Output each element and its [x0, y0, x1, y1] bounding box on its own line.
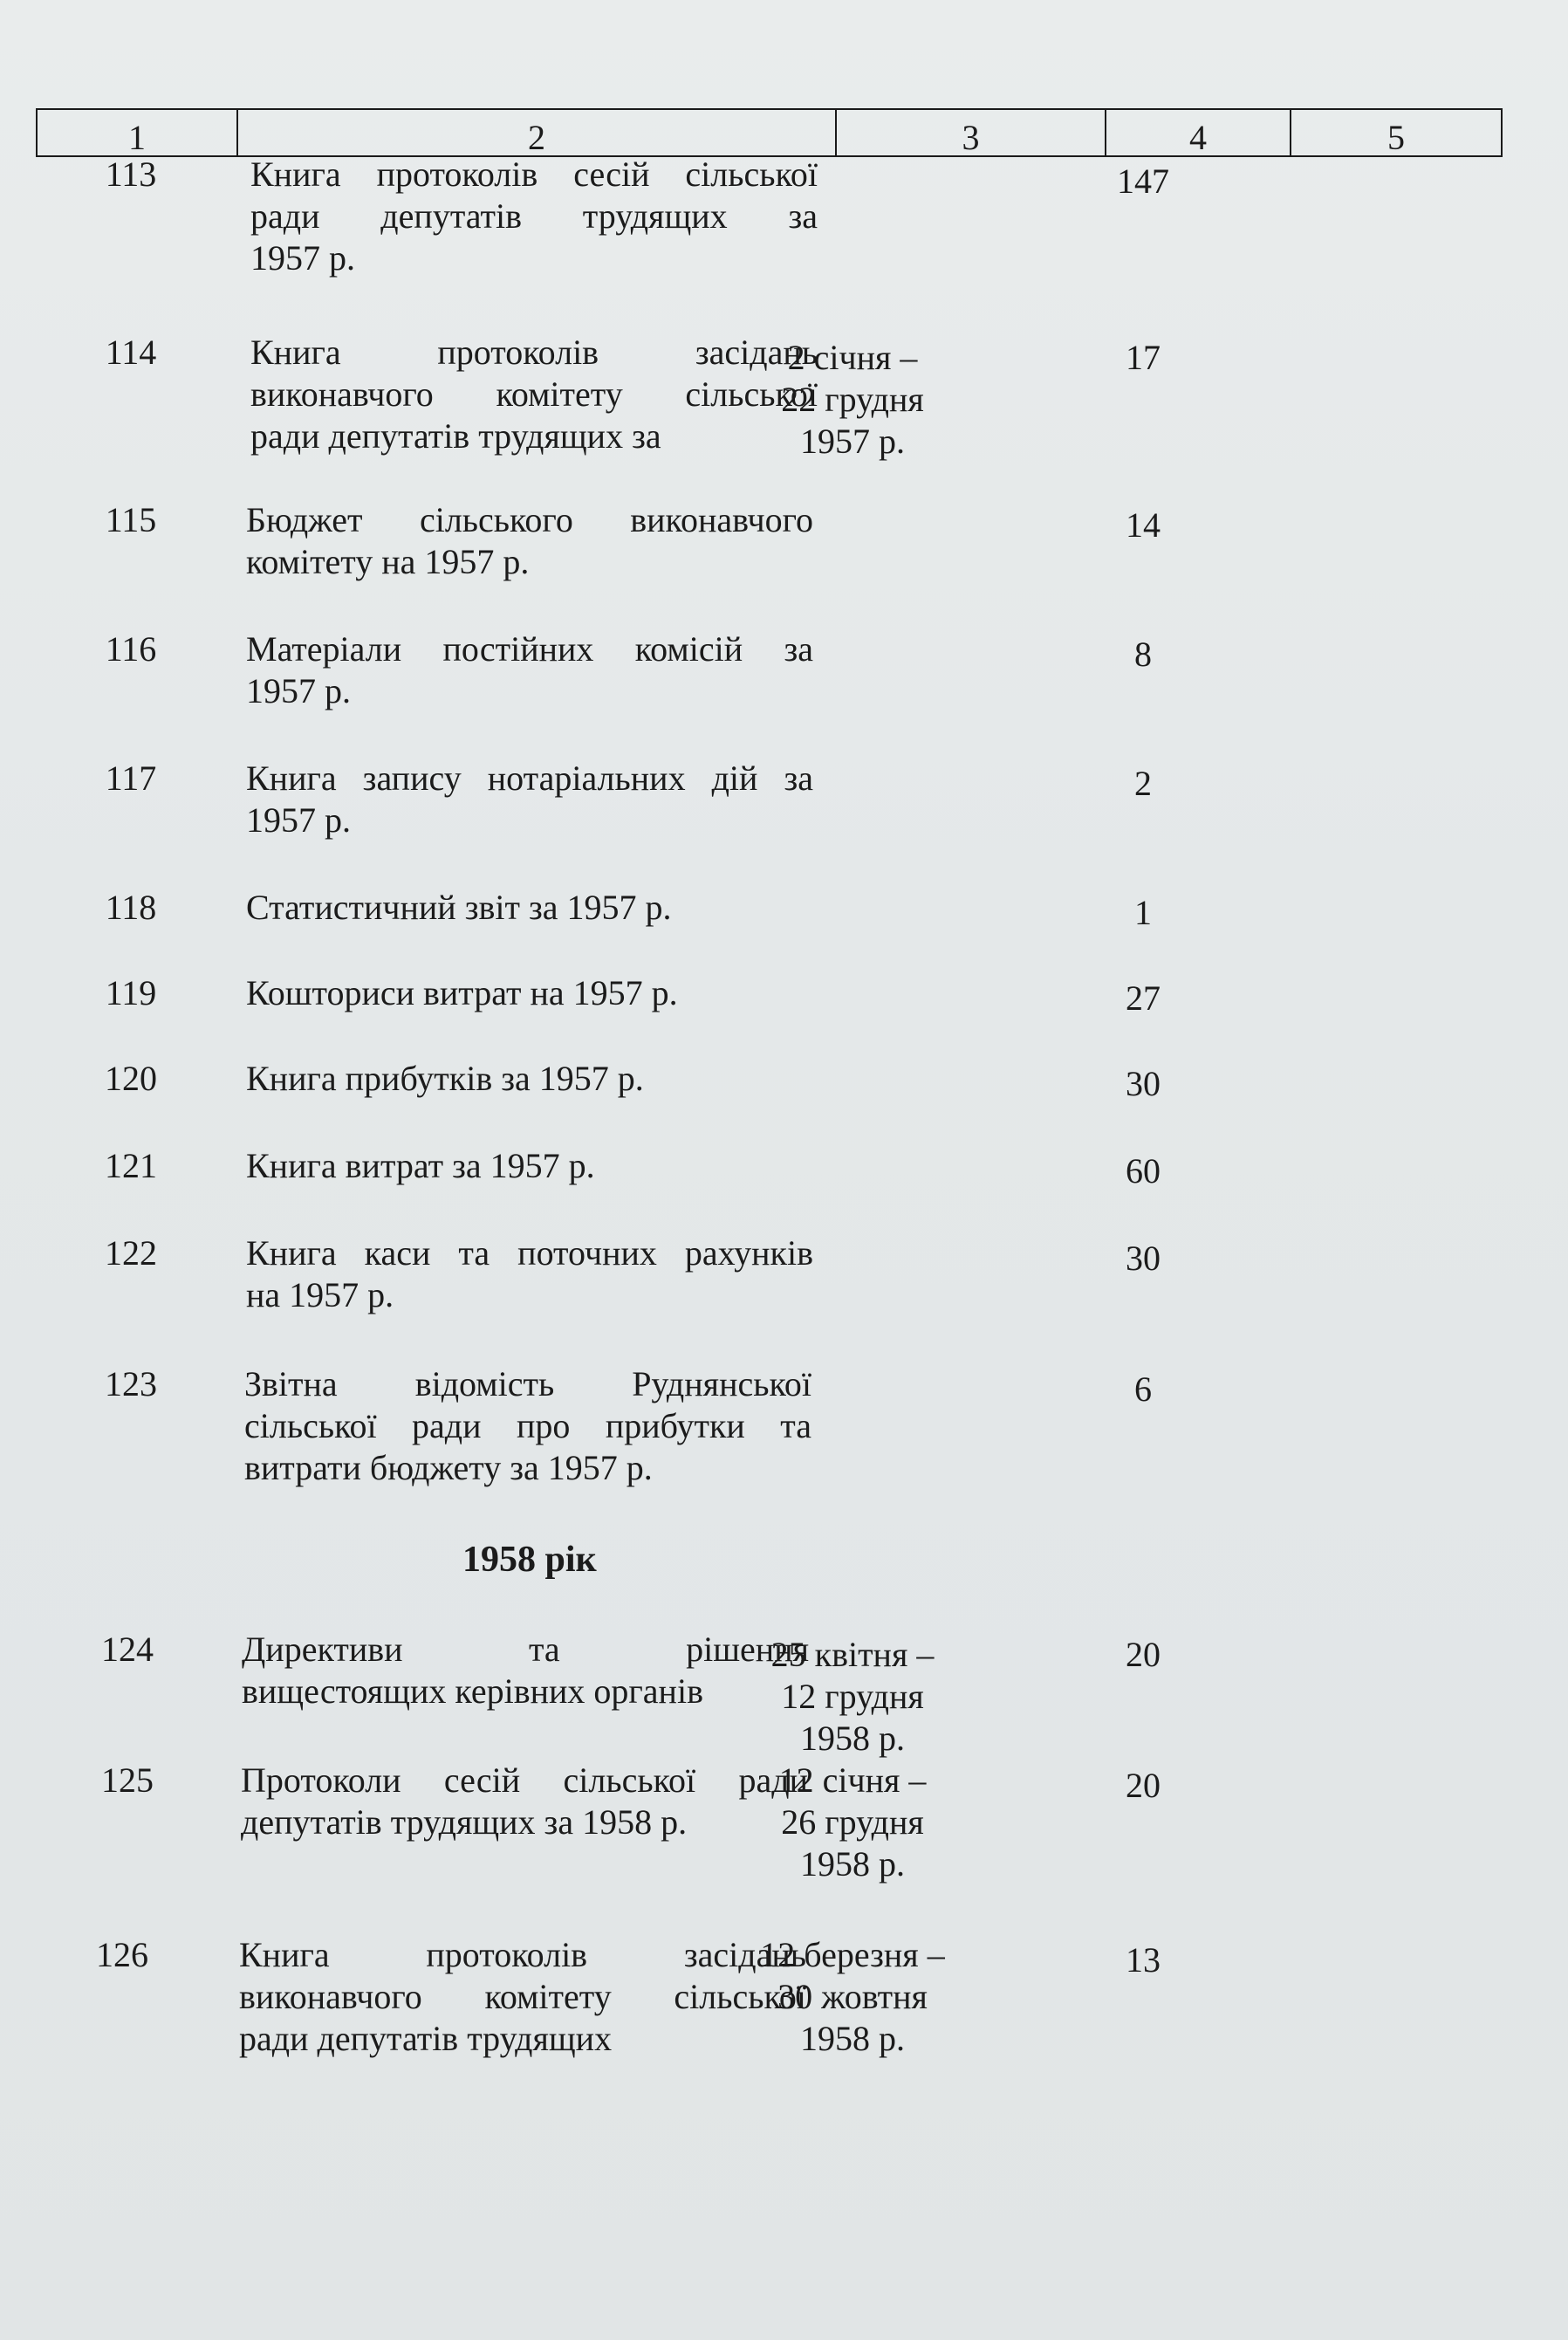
item-title — [246, 628, 813, 712]
item-title-line: 1957 р. — [246, 671, 351, 710]
item-page-count: 30 — [1126, 1239, 1161, 1278]
item-date-line: 12 березня – — [760, 1935, 945, 1974]
item-title — [246, 1232, 813, 1316]
item-title — [246, 972, 813, 1014]
item-title — [246, 1145, 813, 1187]
item-dates — [739, 1634, 966, 1760]
item-date-line: 1957 р. — [800, 422, 905, 461]
item-title-line: ради депутатів трудящих — [239, 2019, 613, 2058]
item-date-line: 12 січня – — [778, 1760, 927, 1800]
item-title — [241, 1760, 808, 1843]
item-title-line: Книга протоколів засідань — [250, 333, 818, 372]
item-title-line: витрати бюджету за 1957 р. — [244, 1448, 653, 1487]
item-title-line: вищестоящих керівних органів — [242, 1671, 703, 1711]
item-page-count: 20 — [1126, 1635, 1161, 1674]
item-title-line: Кошториси витрат на 1957 р. — [246, 973, 678, 1012]
item-title-line: Книга запису нотаріальних дій за — [246, 758, 813, 798]
item-number: 124 — [101, 1630, 154, 1669]
item-title-line: ради депутатів трудящих за — [250, 196, 818, 236]
item-number: 122 — [105, 1233, 157, 1273]
item-page-count: 13 — [1126, 1940, 1161, 1980]
item-date-line: 1958 р. — [800, 1844, 905, 1884]
item-page-count: 30 — [1126, 1064, 1161, 1103]
item-dates — [739, 1760, 966, 1885]
item-title-line: 1957 р. — [246, 800, 351, 840]
item-title-line: Книга витрат за 1957 р. — [246, 1146, 595, 1185]
item-number: 117 — [105, 758, 157, 798]
item-title-line: сільської ради про прибутки та — [244, 1406, 811, 1445]
item-page-count: 20 — [1126, 1766, 1161, 1805]
item-number: 121 — [105, 1146, 157, 1185]
item-number: 123 — [105, 1364, 157, 1403]
item-title-line: Директиви та рішення — [242, 1630, 809, 1669]
item-title-line: ради депутатів трудящих за — [250, 416, 661, 456]
item-title — [246, 1058, 813, 1100]
item-number: 114 — [105, 333, 157, 372]
item-number: 116 — [105, 629, 157, 669]
item-number: 120 — [105, 1059, 157, 1098]
item-title — [246, 499, 813, 583]
item-title-line: депутатів трудящих за 1958 р. — [241, 1802, 688, 1842]
item-date-line: 2 січня – — [787, 338, 918, 377]
item-date-line: 25 квітня – — [770, 1635, 935, 1674]
item-page-count: 60 — [1126, 1151, 1161, 1191]
item-number: 126 — [96, 1935, 148, 1974]
item-title-line: Бюджет сільського виконавчого — [246, 500, 813, 539]
item-date-line: 1958 р. — [800, 1719, 905, 1758]
item-title — [244, 1363, 811, 1489]
item-title-line: Протоколи сесій сільської ради — [241, 1760, 808, 1800]
item-title-line: на 1957 р. — [246, 1275, 394, 1314]
item-number: 118 — [105, 888, 157, 927]
item-page-count: 8 — [1134, 635, 1152, 674]
item-page-count: 147 — [1117, 161, 1169, 201]
item-title-line: Матеріали постійних комісій за — [246, 629, 813, 669]
item-title-line: виконавчого комітету сільської — [239, 1977, 806, 2016]
item-number: 115 — [105, 500, 157, 539]
item-title-line: Книга каси та поточних рахунків — [246, 1233, 813, 1273]
column-header-2: 2 — [238, 110, 837, 155]
item-date-line: 12 грудня — [781, 1677, 924, 1716]
item-date-line: 26 грудня — [781, 1802, 924, 1842]
column-header-table — [36, 108, 1503, 157]
item-number: 125 — [101, 1760, 154, 1800]
column-header-4: 4 — [1106, 110, 1291, 155]
item-title — [250, 154, 818, 279]
item-title-line: 1957 р. — [250, 238, 355, 278]
item-page-count: 1 — [1134, 893, 1152, 932]
item-page-count: 2 — [1134, 764, 1152, 803]
column-header-5: 5 — [1387, 118, 1405, 157]
item-title-line: комітету на 1957 р. — [246, 542, 530, 581]
column-header-3: 3 — [837, 110, 1106, 155]
item-date-line: 1958 р. — [800, 2019, 905, 2058]
item-title-line: Статистичний звіт за 1957 р. — [246, 888, 672, 927]
item-title-line: Книга прибутків за 1957 р. — [246, 1059, 644, 1098]
item-page-count: 17 — [1126, 338, 1161, 377]
item-dates — [739, 1934, 966, 2060]
item-title — [242, 1629, 809, 1712]
item-title-line: Книга протоколів засідань — [239, 1935, 806, 1974]
item-date-line: 30 жовтня — [777, 1977, 928, 2016]
item-title — [246, 887, 813, 929]
section-heading-1958: 1958 рік — [462, 1540, 597, 1580]
item-page-count: 14 — [1126, 505, 1161, 545]
item-title-line: виконавчого комітету сільської — [250, 374, 818, 414]
item-title — [246, 758, 813, 841]
item-dates — [739, 337, 966, 463]
item-date-line: 22 грудня — [781, 380, 924, 419]
item-title-line: Звітна відомість Руднянської — [244, 1364, 811, 1403]
item-title — [239, 1934, 806, 2060]
column-header-1: 1 — [38, 110, 238, 155]
item-number: 113 — [105, 154, 157, 194]
item-number: 119 — [105, 973, 157, 1012]
item-title — [250, 332, 818, 457]
item-page-count: 27 — [1126, 978, 1161, 1018]
item-title-line: Книга протоколів сесій сільської — [250, 154, 818, 194]
item-page-count: 6 — [1134, 1369, 1152, 1409]
